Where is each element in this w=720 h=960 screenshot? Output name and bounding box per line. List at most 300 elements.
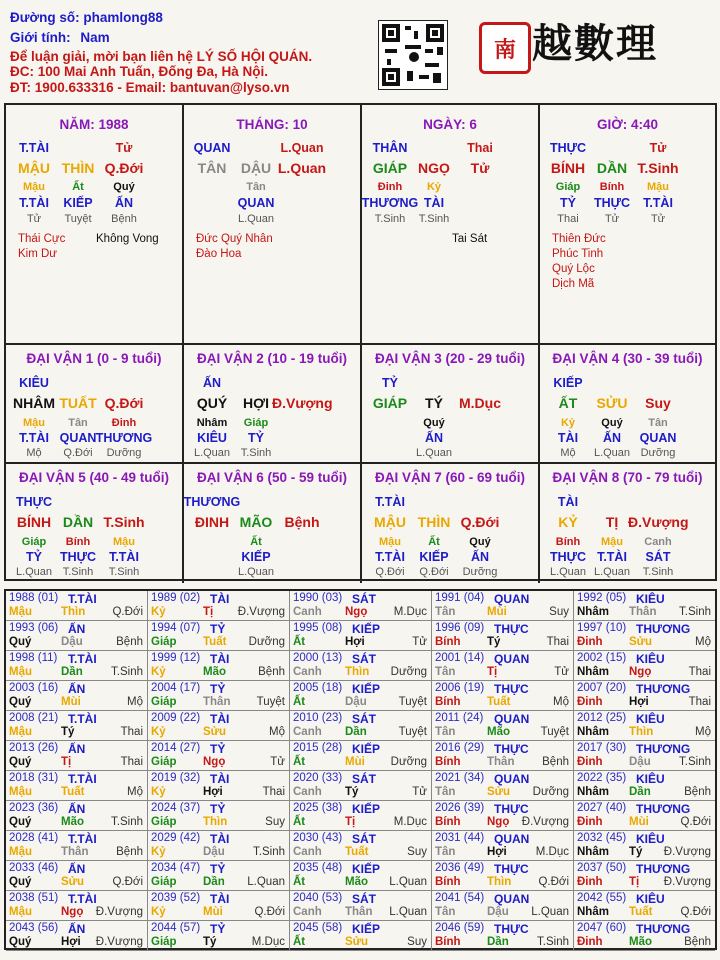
pillar-cell-text: TÂN [197, 160, 227, 176]
star-label: Dịch Mã [552, 278, 595, 290]
year-stem: Quý [9, 636, 32, 648]
year-cell [290, 651, 432, 681]
year-branch: Hợi [61, 936, 81, 948]
year-label: 1991 (04) [435, 592, 485, 604]
year-god: QUAN [494, 892, 530, 906]
dai-van-3 [362, 345, 540, 464]
year-cell [574, 591, 715, 621]
year-god: KIẾP [352, 682, 381, 696]
star-label: Đào Hoa [196, 248, 242, 260]
dai-van-god-hidden: TỶ [26, 550, 42, 564]
year-god: THƯƠNG [636, 922, 691, 936]
year-cell [148, 771, 290, 801]
year-label: 2029 (42) [151, 832, 201, 844]
year-cell [6, 771, 148, 801]
year-god: KIÊU [636, 712, 665, 726]
dai-van-title: ĐẠI VẬN 6 (50 - 59 tuổi) [196, 470, 348, 485]
year-stage: Tử [270, 756, 285, 768]
year-branch: Hợi [203, 786, 223, 798]
year-branch: Mão [629, 936, 652, 948]
year-branch: Tuất [487, 696, 511, 708]
year-label: 2037 (50) [577, 862, 627, 874]
year-branch: Thìn [487, 876, 512, 888]
year-cell [574, 861, 715, 891]
year-cell [148, 801, 290, 831]
pillar-1 [6, 105, 184, 345]
year-label: 1996 (09) [435, 622, 485, 634]
year-god: TỶ [210, 622, 226, 636]
year-stage: Tử [412, 636, 427, 648]
year-label: 2015 (28) [293, 742, 343, 754]
year-god: TỶ [210, 922, 226, 936]
year-branch: Mão [203, 666, 226, 678]
year-branch: Thìn [203, 816, 228, 828]
dai-van-god: TÀI [557, 495, 579, 509]
pillar-cell-text: DẬU [240, 160, 272, 176]
year-label: 2046 (59) [435, 922, 485, 934]
pillar-extra: Không Vong [96, 233, 159, 245]
year-cell [290, 591, 432, 621]
year-label: 1997 (10) [577, 622, 627, 634]
year-stem: Canh [293, 666, 322, 678]
year-cell [574, 741, 715, 771]
year-stage: Bệnh [258, 666, 285, 678]
star-label: Thiên Đức [552, 233, 606, 245]
year-stage: Q.Đới [112, 606, 143, 618]
year-branch: Mão [487, 726, 510, 738]
year-god: TÀI [210, 712, 230, 726]
year-god: KIẾP [352, 802, 381, 816]
year-label: 2040 (53) [293, 892, 343, 904]
year-cell [6, 891, 148, 921]
year-branch: Dần [203, 876, 225, 888]
year-cell [148, 741, 290, 771]
year-god: TÀI [210, 832, 230, 846]
pillar-cell-text: THỰC [593, 196, 631, 210]
year-label: 1993 (06) [9, 622, 59, 634]
dai-van-1 [6, 345, 184, 464]
year-stem: Kỷ [151, 846, 166, 858]
year-cell [432, 651, 574, 681]
year-cell [574, 831, 715, 861]
year-stage: Bệnh [116, 636, 143, 648]
dai-van-god-hidden: QUAN [639, 431, 677, 445]
dai-van-god: ẤN [202, 376, 222, 390]
year-branch: Tý [629, 846, 643, 858]
year-stem: Ất [293, 696, 306, 708]
year-label: 2005 (18) [293, 682, 343, 694]
gender-value: Nam [80, 30, 110, 45]
year-branch: Mão [61, 816, 84, 828]
year-branch: Sửu [345, 936, 369, 948]
year-stage: Thai [688, 666, 711, 678]
year-god: T.TÀI [68, 592, 97, 606]
year-stage: Q.Đới [680, 816, 711, 828]
year-stem: Kỷ [151, 726, 166, 738]
year-stage: Đ.Vượng [237, 606, 285, 618]
year-stem: Giáp [151, 636, 177, 648]
year-stem: Tân [435, 606, 456, 618]
dai-van-god: THỰC [15, 495, 53, 509]
dai-van-god-hidden: QUAN [59, 431, 97, 445]
year-label: 2020 (33) [293, 772, 343, 784]
dai-van-stage: Dưỡng [640, 447, 676, 459]
pillar-cell-text: TỶ [560, 196, 576, 210]
dai-van-stage: T.Sinh [642, 566, 674, 578]
year-branch: Thân [203, 696, 231, 708]
pillar-cell-text: Kỷ [426, 181, 442, 193]
year-cell [432, 891, 574, 921]
year-god: THỰC [494, 742, 529, 756]
year-branch: Tuất [203, 636, 227, 648]
year-branch: Ngọ [61, 906, 84, 918]
year-stem: Nhâm [577, 726, 609, 738]
dai-van-god-hidden: KIẾP [419, 550, 449, 564]
year-stem: Bính [435, 876, 461, 888]
year-god: TÀI [210, 892, 230, 906]
pillar-cell-text: TÀI [423, 196, 445, 210]
year-stage: Bệnh [542, 756, 569, 768]
year-god: TÀI [210, 592, 230, 606]
dai-van-pillar: THÌN [417, 514, 451, 530]
dai-van-stage: L.Quan [237, 566, 275, 578]
year-cell [148, 891, 290, 921]
qr-code[interactable] [378, 20, 448, 90]
year-branch: Tuất [629, 906, 653, 918]
year-cell [574, 651, 715, 681]
address-line: ĐC: 100 Mai Anh Tuấn, Đống Đa, Hà Nội. [10, 64, 269, 79]
year-cell [148, 831, 290, 861]
dai-van-hidden: Tân [68, 417, 88, 429]
year-branch: Dần [487, 936, 509, 948]
year-stem: Giáp [151, 696, 177, 708]
year-stem: Bính [435, 936, 461, 948]
dai-van-4 [540, 345, 715, 464]
year-cell [6, 921, 148, 951]
year-stage: L.Quan [531, 906, 569, 918]
pillar-cell-text: Đinh [377, 181, 403, 193]
year-cell [148, 711, 290, 741]
year-label: 2026 (39) [435, 802, 485, 814]
year-branch: Thân [345, 906, 373, 918]
year-stem: Đinh [577, 756, 603, 768]
dai-van-god-hidden: ẤN [602, 431, 622, 445]
dai-van-pillar: NHÂM [13, 395, 55, 411]
year-branch: Thân [487, 756, 515, 768]
dai-van-god: KIẾP [553, 376, 583, 390]
year-god: KIẾP [352, 922, 381, 936]
year-stem: Quý [9, 816, 32, 828]
year-stage: Đ.Vượng [95, 906, 143, 918]
year-stem: Tân [435, 906, 456, 918]
year-stage: Tuyệt [256, 696, 285, 708]
year-stem: Bính [435, 636, 461, 648]
dai-van-pillar: HỢI [243, 395, 269, 411]
dai-van-god: TỶ [382, 376, 398, 390]
year-cell [574, 621, 715, 651]
year-stage: Thai [688, 696, 711, 708]
year-label: 2010 (23) [293, 712, 343, 724]
year-cell [290, 861, 432, 891]
year-cell [290, 741, 432, 771]
pillar-cell-text: MẬU [18, 160, 50, 176]
year-god: T.TÀI [68, 652, 97, 666]
pillar-extra: Tai Sát [452, 233, 488, 245]
year-branch: Tý [61, 726, 75, 738]
year-stem: Tân [435, 846, 456, 858]
pillar-cell-text: T.TÀI [19, 196, 49, 210]
year-stem: Bính [435, 816, 461, 828]
year-branch: Tuất [61, 786, 85, 798]
year-stem: Quý [9, 756, 32, 768]
year-god: TỶ [210, 742, 226, 756]
year-stem: Kỷ [151, 666, 166, 678]
dai-van-hidden: Canh [644, 536, 672, 548]
year-cell [6, 711, 148, 741]
dai-van-god: KIÊU [19, 376, 49, 390]
year-label: 2039 (52) [151, 892, 201, 904]
year-god: TỶ [210, 682, 226, 696]
dai-van-hidden: Giáp [21, 536, 47, 548]
year-branch: Dậu [203, 846, 225, 858]
year-god: KIÊU [636, 892, 665, 906]
dai-van-hidden: Mậu [23, 417, 45, 429]
year-god: ẤN [68, 922, 86, 936]
year-branch: Tý [487, 636, 501, 648]
year-cell [432, 591, 574, 621]
year-stage: Tử [554, 666, 569, 678]
year-stage: Thai [120, 726, 143, 738]
dai-van-stage: L.Quan [549, 566, 587, 578]
year-stage: M.Dục [393, 816, 427, 828]
year-god: THƯƠNG [636, 622, 691, 636]
dai-van-hidden: Ất [428, 536, 440, 548]
dai-van-stage: Dưỡng [462, 566, 498, 578]
annual-luck-table [4, 589, 717, 950]
year-stem: Tân [435, 666, 456, 678]
year-god: SÁT [352, 592, 376, 606]
star-label: Phúc Tinh [552, 248, 604, 260]
pillar-cell-text: Tuyệt [64, 213, 92, 225]
year-branch: Mão [345, 876, 368, 888]
year-cell [290, 891, 432, 921]
year-cell [148, 861, 290, 891]
dai-van-6 [184, 464, 362, 583]
year-stage: M.Dục [393, 606, 427, 618]
year-label: 2006 (19) [435, 682, 485, 694]
dai-van-hidden: Quý [423, 417, 445, 429]
year-label: 2021 (34) [435, 772, 485, 784]
year-branch: Sửu [61, 876, 85, 888]
pillar-cell-text: Ất [72, 181, 84, 193]
year-cell [432, 621, 574, 651]
year-stem: Tân [435, 726, 456, 738]
year-label: 2036 (49) [435, 862, 485, 874]
pillar-cell-text: Giáp [555, 181, 581, 193]
dai-van-hidden: Đinh [111, 417, 137, 429]
year-stem: Kỷ [151, 786, 166, 798]
year-branch: Sửu [487, 786, 511, 798]
pillar-cell-text: Tử [26, 213, 42, 225]
dai-van-stage: T.Sinh [240, 447, 272, 459]
year-stem: Đinh [577, 816, 603, 828]
year-label: 2043 (56) [9, 922, 59, 934]
dai-van-pillar: QUÝ [196, 395, 228, 411]
year-label: 2041 (54) [435, 892, 485, 904]
year-stem: Đinh [577, 636, 603, 648]
year-god: THỰC [494, 862, 529, 876]
pillar-cell-text: Tử [650, 213, 666, 225]
year-stem: Nhâm [577, 846, 609, 858]
year-stage: Mộ [553, 696, 569, 708]
dai-van-god-hidden: THƯƠNG [95, 431, 153, 445]
year-label: 2017 (30) [577, 742, 627, 754]
dai-van-god-hidden: THỰC [59, 550, 97, 564]
year-stem: Mậu [9, 906, 32, 918]
pillar-title: NGÀY: 6 [423, 117, 477, 132]
year-god: THỰC [494, 682, 529, 696]
year-label: 2002 (15) [577, 652, 627, 664]
year-cell [574, 711, 715, 741]
year-stage: Tuyệt [398, 726, 427, 738]
year-stage: Q.Đới [538, 876, 569, 888]
year-stem: Nhâm [577, 906, 609, 918]
year-cell [432, 921, 574, 951]
year-branch: Thân [629, 606, 657, 618]
dai-van-stage: Mộ [560, 447, 576, 459]
dai-van-stage: Dưỡng [106, 447, 142, 459]
pillar-cell-text: T.TÀI [19, 141, 49, 155]
year-stage: Suy [265, 816, 285, 828]
year-cell [6, 741, 148, 771]
year-label: 2033 (46) [9, 862, 59, 874]
year-label: 2016 (29) [435, 742, 485, 754]
bazi-chart [4, 103, 717, 581]
dai-van-hidden: Tân [648, 417, 668, 429]
star-label: Kim Dư [18, 248, 58, 260]
year-stage: Suy [407, 936, 427, 948]
dai-van-stage: L.Quan [193, 447, 231, 459]
year-stem: Mậu [9, 726, 32, 738]
year-god: QUAN [494, 772, 530, 786]
year-god: THỰC [494, 802, 529, 816]
year-branch: Dậu [345, 696, 367, 708]
year-label: 2044 (57) [151, 922, 201, 934]
year-branch: Mùi [629, 816, 649, 828]
pillar-3 [362, 105, 540, 345]
year-stem: Giáp [151, 876, 177, 888]
dai-van-pillar: SỬU [596, 395, 628, 411]
year-stem: Mậu [9, 606, 32, 618]
dai-van-title: ĐẠI VẬN 4 (30 - 39 tuổi) [552, 351, 703, 366]
year-stage: T.Sinh [679, 606, 711, 618]
dai-van-god-hidden: KIÊU [197, 431, 227, 445]
dai-van-stage: Q.Đới [63, 447, 93, 459]
year-god: KIẾP [352, 622, 381, 636]
contact-note: Để luận giải, mời bạn liên hệ LÝ SỐ HỘI QUÁN. [10, 49, 313, 64]
year-cell [6, 801, 148, 831]
dai-van-pillar: ĐINH [194, 514, 230, 530]
year-cell [432, 681, 574, 711]
year-stem: Canh [293, 726, 322, 738]
pillar-cell-text: Thai [557, 213, 579, 225]
year-branch: Dậu [629, 756, 651, 768]
dai-van-hidden: Giáp [243, 417, 269, 429]
dai-van-god-hidden: T.TÀI [109, 550, 139, 564]
year-label: 2018 (31) [9, 772, 59, 784]
pillar-cell-text: Mậu [647, 181, 669, 193]
year-cell [432, 831, 574, 861]
year-branch: Dậu [487, 906, 509, 918]
year-cell [6, 621, 148, 651]
pillar-cell-text: Tử [649, 141, 667, 155]
dai-van-hidden: Bính [65, 536, 91, 548]
dai-van-7 [362, 464, 540, 583]
dai-van-stage: Q.Đới [419, 566, 449, 578]
dai-van-pillar: Q.Đới [460, 514, 500, 530]
pillar-cell-text: KIẾP [63, 196, 93, 210]
year-label: 2013 (26) [9, 742, 59, 754]
pillar-title: NĂM: 1988 [59, 117, 129, 132]
year-branch: Dần [61, 666, 83, 678]
year-stage: L.Quan [389, 876, 427, 888]
year-stem: Kỷ [151, 906, 166, 918]
year-stem: Giáp [151, 756, 177, 768]
dai-van-pillar: BÍNH [16, 514, 52, 530]
year-branch: Thìn [629, 726, 654, 738]
year-stem: Quý [9, 876, 32, 888]
dai-van-pillar: TÝ [425, 395, 443, 411]
dai-van-pillar: Bệnh [284, 514, 320, 530]
year-stem: Nhâm [577, 666, 609, 678]
dai-van-god-hidden: ẤN [470, 550, 490, 564]
year-branch: Thìn [61, 606, 86, 618]
year-cell [290, 681, 432, 711]
pillar-cell-text: GIÁP [372, 160, 408, 176]
year-stage: T.Sinh [111, 666, 143, 678]
year-stem: Canh [293, 846, 322, 858]
year-stem: Bính [435, 756, 461, 768]
year-stage: Mộ [127, 786, 143, 798]
dai-van-god-hidden: TỶ [248, 431, 264, 445]
year-stage: Q.Đới [112, 876, 143, 888]
pillar-cell-text: THƯƠNG [361, 196, 419, 210]
pillar-cell-text: Bệnh [111, 213, 137, 225]
year-label: 1994 (07) [151, 622, 201, 634]
dai-van-god-hidden: KIẾP [241, 550, 271, 564]
year-cell [148, 651, 290, 681]
year-cell [148, 621, 290, 651]
year-cell [432, 771, 574, 801]
gender-row [10, 30, 110, 46]
year-cell [148, 921, 290, 951]
year-god: TỶ [210, 862, 226, 876]
dai-van-stage: L.Quan [15, 566, 53, 578]
year-stage: Mộ [695, 636, 711, 648]
dai-van-god-hidden: THỰC [549, 550, 587, 564]
dai-van-pillar: TUẤT [59, 395, 97, 411]
star-label: Quý Lộc [552, 263, 595, 275]
year-stage: Dưỡng [390, 756, 427, 768]
dai-van-god-hidden: ẤN [424, 431, 444, 445]
year-stem: Canh [293, 906, 322, 918]
year-branch: Tị [345, 816, 356, 828]
year-stage: Bệnh [684, 786, 711, 798]
dai-van-title: ĐẠI VẬN 5 (40 - 49 tuổi) [18, 470, 170, 485]
dai-van-pillar: DẦN [62, 514, 94, 530]
year-god: T.TÀI [68, 892, 97, 906]
year-cell [290, 801, 432, 831]
